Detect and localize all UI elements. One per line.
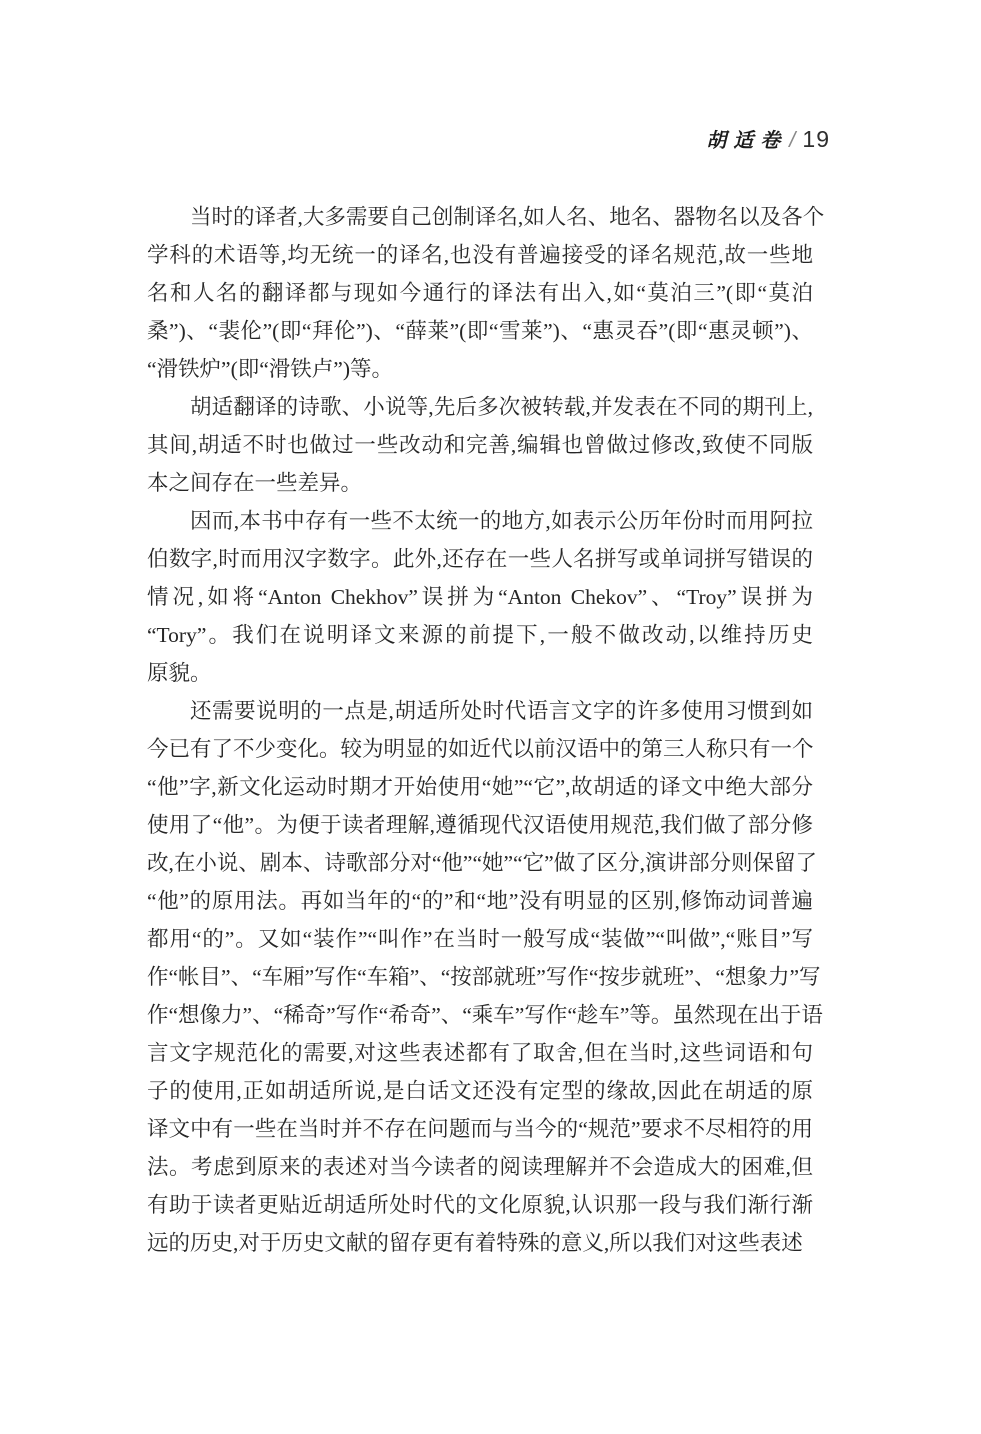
text-line: 胡适翻译的诗歌、小说等,先后多次被转载,并发表在不同的期刊上, (190, 395, 813, 419)
text-line: “滑铁炉”(即“滑铁卢”)等。 (147, 357, 393, 381)
text-line: 作“帐目”、“车厢”写作“车箱”、“按部就班”写作“按步就班”、“想象力”写 (147, 965, 821, 989)
text-line: 原貌。 (147, 661, 212, 685)
text-line: 情况,如将“Anton Chekhov”误拼为“Anton Chekov”、“Troy”误拼为 (147, 585, 813, 609)
text-line: “他”的原用法。再如当年的“的”和“地”没有明显的区别,修饰动词普遍 (147, 889, 813, 913)
text-line: 今已有了不少变化。较为明显的如近代以前汉语中的第三人称只有一个 (147, 737, 814, 761)
page-header (706, 124, 830, 153)
text-line: 改,在小说、剧本、诗歌部分对“他”“她”“它”做了区分,演讲部分则保留了 (147, 851, 818, 875)
text-line: 当时的译者,大多需要自己创制译名,如人名、地名、器物名以及各个 (190, 205, 825, 229)
text-line: 其间,胡适不时也做过一些改动和完善,编辑也曾做过修改,致使不同版 (147, 433, 813, 457)
body-text (147, 198, 825, 1262)
text-line: 名和人名的翻译都与现如今通行的译法有出入,如“莫泊三”(即“莫泊 (147, 281, 813, 305)
text-line: 作“想像力”、“稀奇”写作“希奇”、“乘车”写作“趁车”等。虽然现在出于语 (147, 1003, 823, 1027)
paragraph (147, 692, 823, 1262)
text-line: 学科的术语等,均无统一的译名,也没有普遍接受的译名规范,故一些地 (147, 243, 813, 267)
text-line: 因而,本书中存有一些不太统一的地方,如表示公历年份时而用阿拉 (190, 509, 813, 533)
text-line: 桑”)、“裴伦”(即“拜伦”)、“薛莱”(即“雪莱”)、“惠灵吞”(即“惠灵顿”)、 (147, 319, 813, 343)
text-line: 伯数字,时而用汉字数字。此外,还存在一些人名拼写或单词拼写错误的 (147, 547, 813, 571)
text-line: 译文中有一些在当时并不存在问题而与当今的“规范”要求不尽相符的用 (147, 1117, 813, 1141)
text-line: 法。考虑到原来的表述对当今读者的阅读理解并不会造成大的困难,但 (147, 1155, 813, 1179)
header-separator: / (789, 127, 796, 152)
paragraph (147, 198, 825, 388)
header-page-number: 19 (802, 126, 830, 152)
header-book-title: 胡适卷 (706, 130, 788, 152)
text-line: 还需要说明的一点是,胡适所处时代语言文字的许多使用习惯到如 (190, 699, 813, 723)
paragraph (147, 502, 813, 692)
text-line: 都用“的”。又如“装作”“叫作”在当时一般写成“装做”“叫做”,“账目”写 (147, 927, 813, 951)
text-line: 有助于读者更贴近胡适所处时代的文化原貌,认识那一段与我们渐行渐 (147, 1193, 813, 1217)
text-line: 子的使用,正如胡适所说,是白话文还没有定型的缘故,因此在胡适的原 (147, 1079, 813, 1103)
text-line: 远的历史,对于历史文献的留存更有着特殊的意义,所以我们对这些表述 (147, 1231, 803, 1255)
text-line: 言文字规范化的需要,对这些表述都有了取舍,但在当时,这些词语和句 (147, 1041, 813, 1065)
text-line: 使用了“他”。为便于读者理解,遵循现代汉语使用规范,我们做了部分修 (147, 813, 813, 837)
paragraph (147, 388, 813, 502)
text-line: 本之间存在一些差异。 (147, 471, 363, 495)
text-line: “Tory”。我们在说明译文来源的前提下,一般不做改动,以维持历史 (147, 623, 813, 647)
text-line: “他”字,新文化运动时期才开始使用“她”“它”,故胡适的译文中绝大部分 (147, 775, 813, 799)
